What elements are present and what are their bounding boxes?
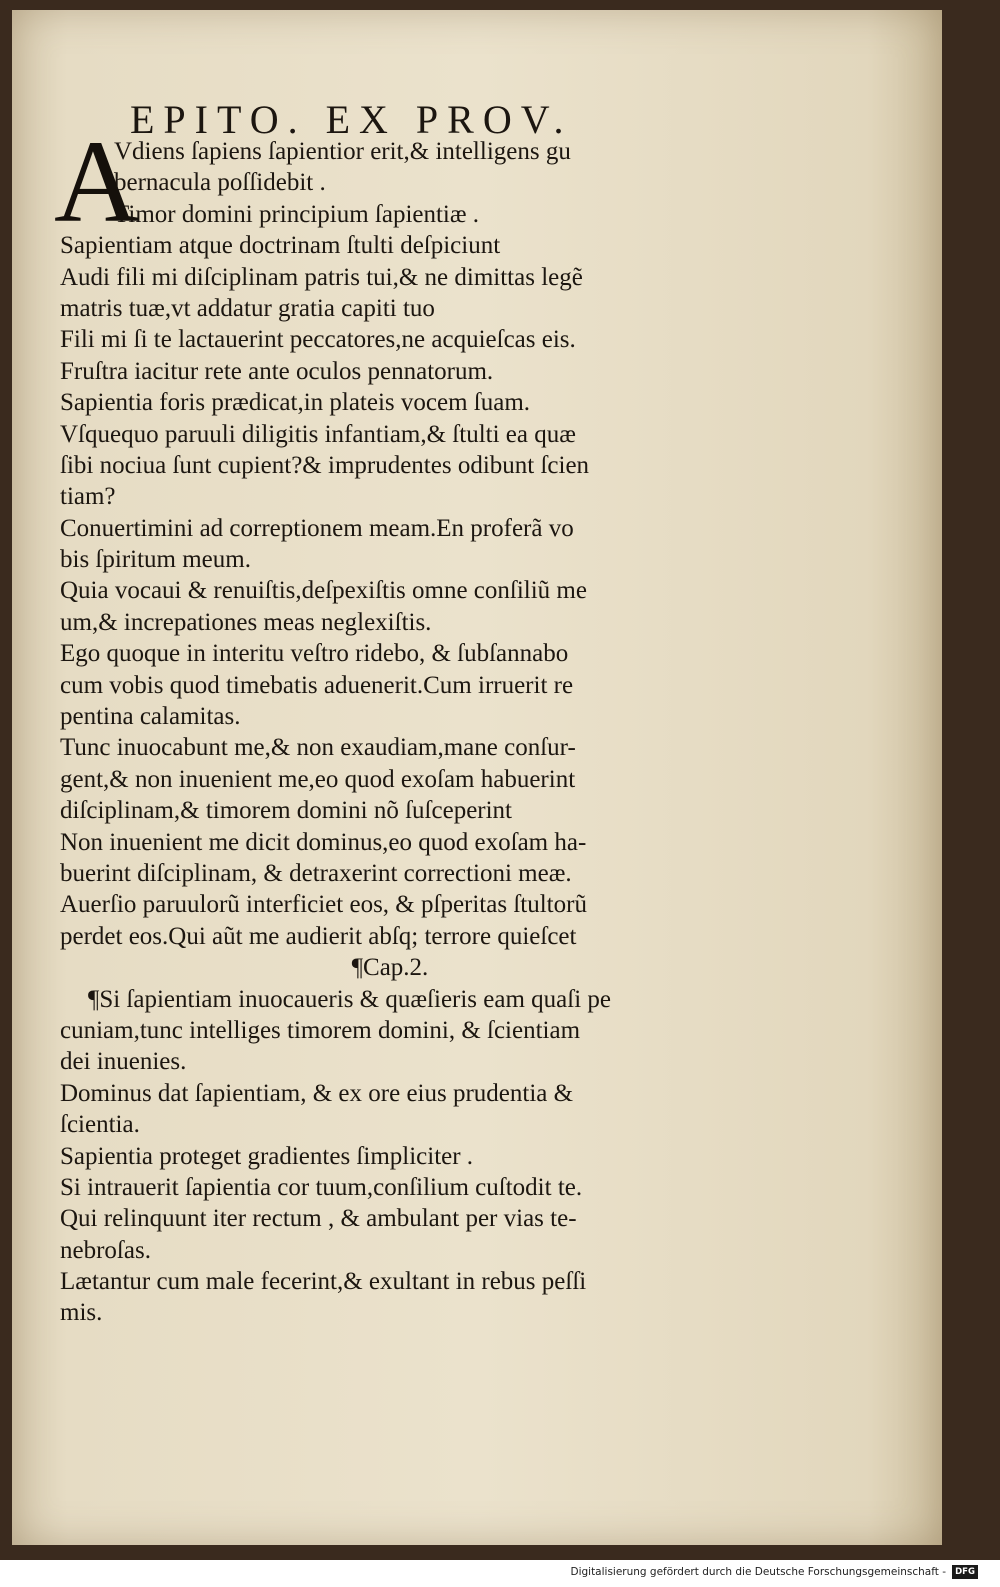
text-lines [60,136,740,1329]
running-header: EPITO. EX PROV. [130,97,573,142]
text-line: cum vobis quod timebatis aduenerit.Cum irruerit re [60,671,574,699]
footer-bar [0,1560,1000,1587]
text-line: mis. [60,1299,103,1327]
text-line: Sapientia proteget gradientes ſimpliciter . [60,1142,474,1170]
text-line: bernacula poſſidebit . [114,169,326,197]
text-line: dei inuenies. [60,1048,187,1076]
text-line: Vſquequo paruuli diligitis infantiam,& ſtulti ea quæ [60,420,576,448]
text-line: Sapientia foris prædicat,in plateis vocem ſuam. [60,389,531,417]
text-line: buerint diſciplinam, & detraxerint correctioni meæ. [60,859,572,887]
text-line: Vdiens ſapiens ſapientior erit,& intelligens gu [114,138,571,165]
text-line: Fruſtra iacitur rete ante oculos pennatorum. [60,357,494,385]
text-line: Lætantur cum male fecerint,& exultant in rebus peſſi [60,1268,587,1296]
text-line: Audi fili mi diſciplinam patris tui,& ne dimittas legẽ [60,263,583,291]
text-line: um,& increpationes meas neglexiſtis. [60,608,432,636]
text-line: gent,& non inuenient me,eo quod exoſam habuerint [60,765,576,793]
text-line: tiam? [60,483,116,511]
text-line: Qui relinquunt iter rectum , & ambulant per vias te- [60,1205,577,1233]
dfg-logo: DFG [952,1565,978,1579]
text-line: Auerſio paruulorũ interficiet eos, & pſperitas ſtultorũ [60,891,587,919]
text-line: Tunc inuocabunt me,& non exaudiam,mane conſur- [60,734,576,762]
text-line: ſcientia. [60,1111,140,1139]
text-line: Conuertimini ad correptionem meam.En proferã vo [60,514,574,542]
funding-notice: Digitalisierung gefördert durch die Deutsche Forschungsgemeinschaft - [570,1566,946,1578]
text-line: perdet eos.Qui aũt me audierit abſq; terrore quieſcet [60,922,577,950]
text-line: Ego quoque in interitu veſtro ridebo, & ſubſannabo [60,640,569,668]
text-line: matris tuæ,vt addatur gratia capiti tuo [60,294,435,322]
text-line: bis ſpiritum meum. [60,546,251,574]
text-line: nebroſas. [60,1236,151,1264]
text-line: diſciplinam,& timorem domini nõ ſuſceperint [60,797,513,825]
text-line: Non inuenient me dicit dominus,eo quod exoſam ha- [60,828,587,856]
book-page [12,10,942,1545]
drop-capital: A [54,116,140,247]
text-line: pentina calamitas. [60,703,241,731]
text-line: cuniam,tunc intelliges timorem domini, & ſcientiam [60,1016,581,1044]
text-line: Dominus dat ſapientiam, & ex ore eius prudentia & [60,1079,574,1107]
text-line: ſibi nociua ſunt cupient?& imprudentes odibunt ſcien [60,451,590,479]
text-line: Quia vocaui & renuiſtis,deſpexiſtis omne conſiliũ me [60,577,587,605]
text-line: Fili mi ſi te lactauerint peccatores,ne acquieſcas eis. [60,326,576,354]
text-line: ¶Cap.2. [351,954,429,982]
text-line: Si intrauerit ſapientia cor tuum,conſilium cuſtodit te. [60,1173,583,1201]
text-line: Sapientiam atque doctrinam ſtulti deſpiciunt [60,232,501,260]
text-line: ¶Si ſapientiam inuocaueris & quæſieris eam quaſi pe [88,985,612,1013]
text-line: Timor domini principium ſapientiæ . [114,200,480,228]
